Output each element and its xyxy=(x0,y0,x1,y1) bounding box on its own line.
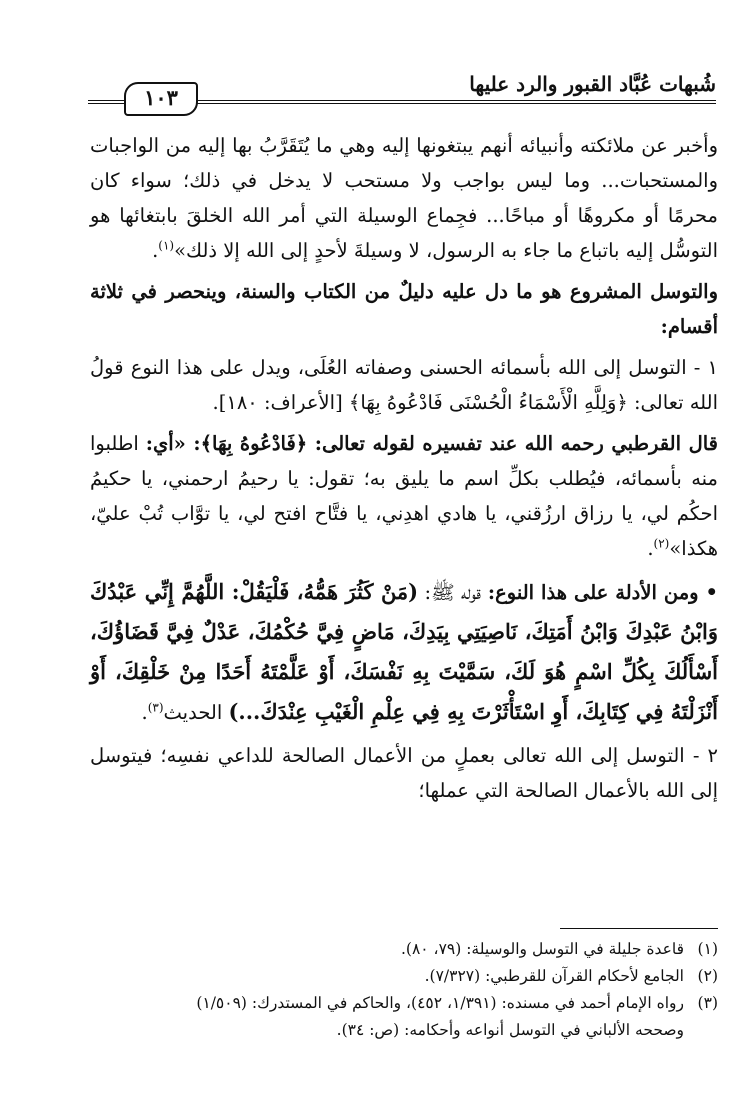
footnote-3-continued xyxy=(90,1017,718,1044)
footnote-1 xyxy=(90,936,718,963)
paragraph-type-one: ١ - التوسل إلى الله بأسمائه الحسنى وصفاته العُلَى، ويدل على هذا النوع قولُ الله تعالى: ﴿وَلِلَّهِ الْأَسْمَاءُ الْحُسْنَى فَادْعُوهُ بِهَا﴾ [الأعراف: ١٨٠]. xyxy=(90,356,718,414)
paragraph-quote-ibn-taymiyyah: وأخبر عن ملائكته وأنبيائه أنهم يبتغونها إليه وهي ما يُتَقَرَّبُ بها إليه من الواجبات والمستحبات... وما ليس بواجب ولا مستحب لا يدخل في ذلك؛ سواء كان محرمًا أو مكروهًا أو مباحًا... فجِماع الوسيلة التي أمر الله الخلقَ بابتغائها هو التوسُّل إليه باتباع ما جاء به الرسول، لا وسيلةَ لأحدٍ إلى الله إلا ذلك»$^{(١)}$. xyxy=(90,134,718,262)
footnote-ref-1: (١) xyxy=(158,238,175,253)
section-heading-lawful-tawassul: والتوسل المشروع هو ما دل عليه دليلٌ من الكتاب والسنة، وينحصر في ثلاثة أقسام: xyxy=(90,280,718,338)
footnote-2 xyxy=(90,963,718,990)
footnotes xyxy=(90,936,718,1044)
qurtubi-lead: قال القرطبي رحمه الله عند تفسيره لقوله تعالى: ﴿فَادْعُوهُ بِهَا﴾: «أي: xyxy=(145,432,718,455)
qurtubi-text: اطلبوا منه بأسمائه، فيُطلب بكلِّ اسم ما يليق به؛ تقول: يا رحيمُ ارحمني، يا حكيمُ احكُم لي، يا رزاق ارزُقني، يا هادي اهدِني، يا فتَّاح افتح لي، يا توَّاب تُبْ عليّ، هكذا» xyxy=(90,432,718,560)
footnote-number: (٢) xyxy=(697,967,718,985)
footnote-text: رواه الإمام أحمد في مسنده: (١/٣٩١، ٤٥٢)، والحاكم في المستدرك: (١/٥٠٩) xyxy=(196,994,684,1012)
footnote-ref-3: (٣) xyxy=(147,700,164,715)
page-number: ١٠٣ xyxy=(124,82,198,116)
footnote-text: وصححه الألباني في التوسل أنواعه وأحكامه: (ص: ٣٤). xyxy=(336,1021,684,1039)
footnote-ref-2: (٢) xyxy=(653,536,670,551)
book-title: شُبهات عُبَّاد القبور والرد عليها xyxy=(469,72,716,96)
hadith-tail: الحديث xyxy=(163,701,229,724)
paragraph-type-two: ٢ - التوسل إلى الله تعالى بعملٍ من الأعمال الصالحة للداعي نفسِه؛ فيتوسل إلى الله بالأعمال الصالحة التي عملها؛ xyxy=(90,744,718,802)
footnote-number: (١) xyxy=(697,940,718,958)
footnote-text: الجامع لأحكام القرآن للقرطبي: (٧/٣٢٧). xyxy=(424,967,684,985)
paragraph-evidence: • ومن الأدلة على هذا النوع: قوله ﷺ: (مَنْ كَثُرَ هَمُّهُ، فَلْيَقُلْ: اللَّهُمَّ إِنِّي عَبْدُكَ وَابْنُ عَبْدِكَ وَابْنُ أَمَتِكَ، نَاصِيَتِي بِيَدِكَ، مَاضٍ فِيَّ حُكْمُكَ، عَدْلٌ فِيَّ قَضَاؤُكَ، أَسْأَلُكَ بِكُلِّ اسْمٍ هُوَ لَكَ، سَمَّيْتَ بِهِ نَفْسَكَ، أَوْ عَلَّمْتَهُ أَحَدًا مِنْ خَلْقِكَ، أَوْ أَنْزَلْتَهُ فِي كِتَابِكَ، أَوِ اسْتَأْثَرْتَ بِهِ فِي عِلْمِ الْغَيْبِ عِنْدَكَ...) الحديث$^{(٣)}$. xyxy=(90,579,718,724)
paragraph-qurtubi: قال القرطبي رحمه الله عند تفسيره لقوله تعالى: ﴿فَادْعُوهُ بِهَا﴾: «أي: اطلبوا منه بأسمائه، فيُطلب بكلِّ اسم ما يليق به؛ تقول: يا رحيمُ ارحمني، يا حكيمُ احكُم لي، يا رزاق ارزُقني، يا هادي اهدِني، يا فتَّاح افتح لي، يا توَّاب تُبْ عليّ، هكذا»$^{(٢)}$. xyxy=(90,432,718,560)
footnote-text: قاعدة جليلة في التوسل والوسيلة: (٧٩، ٨٠). xyxy=(400,940,684,958)
hadith-text: (مَنْ كَثُرَ هَمُّهُ، فَلْيَقُلْ: اللَّهُمَّ إِنِّي عَبْدُكَ وَابْنُ عَبْدِكَ وَابْنُ أَمَتِكَ، نَاصِيَتِي بِيَدِكَ، مَاضٍ فِيَّ حُكْمُكَ، عَدْلٌ فِيَّ قَضَاؤُكَ، أَسْأَلُكَ بِكُلِّ اسْمٍ هُوَ لَكَ، سَمَّيْتَ بِهِ نَفْسَكَ، أَوْ عَلَّمْتَهُ أَحَدًا مِنْ خَلْقِكَ، أَوْ أَنْزَلْتَهُ فِي كِتَابِكَ، أَوِ اسْتَأْثَرْتَ بِهِ فِي عِلْمِ الْغَيْبِ عِنْدَكَ...) xyxy=(90,579,718,724)
footnote-number: (٣) xyxy=(697,994,718,1012)
footnote-3 xyxy=(90,990,718,1017)
page-header xyxy=(88,70,716,120)
evidence-intro: قوله ﷺ: xyxy=(418,581,481,604)
footnote-separator xyxy=(560,928,718,929)
page-body xyxy=(90,128,718,814)
paragraph-text: وأخبر عن ملائكته وأنبيائه أنهم يبتغونها إليه وهي ما يُتَقَرَّبُ بها إليه من الواجبات والمستحبات... وما ليس بواجب ولا مستحب لا يدخل في ذلك؛ سواء كان محرمًا أو مكروهًا أو مباحًا... فجِماع الوسيلة التي أمر الله الخلقَ بابتغائها هو التوسُّل إليه باتباع ما جاء به الرسول، لا وسيلةَ لأحدٍ إلى الله إلا ذلك» xyxy=(90,134,718,262)
evidence-lead: • ومن الأدلة على هذا النوع: xyxy=(480,581,718,604)
